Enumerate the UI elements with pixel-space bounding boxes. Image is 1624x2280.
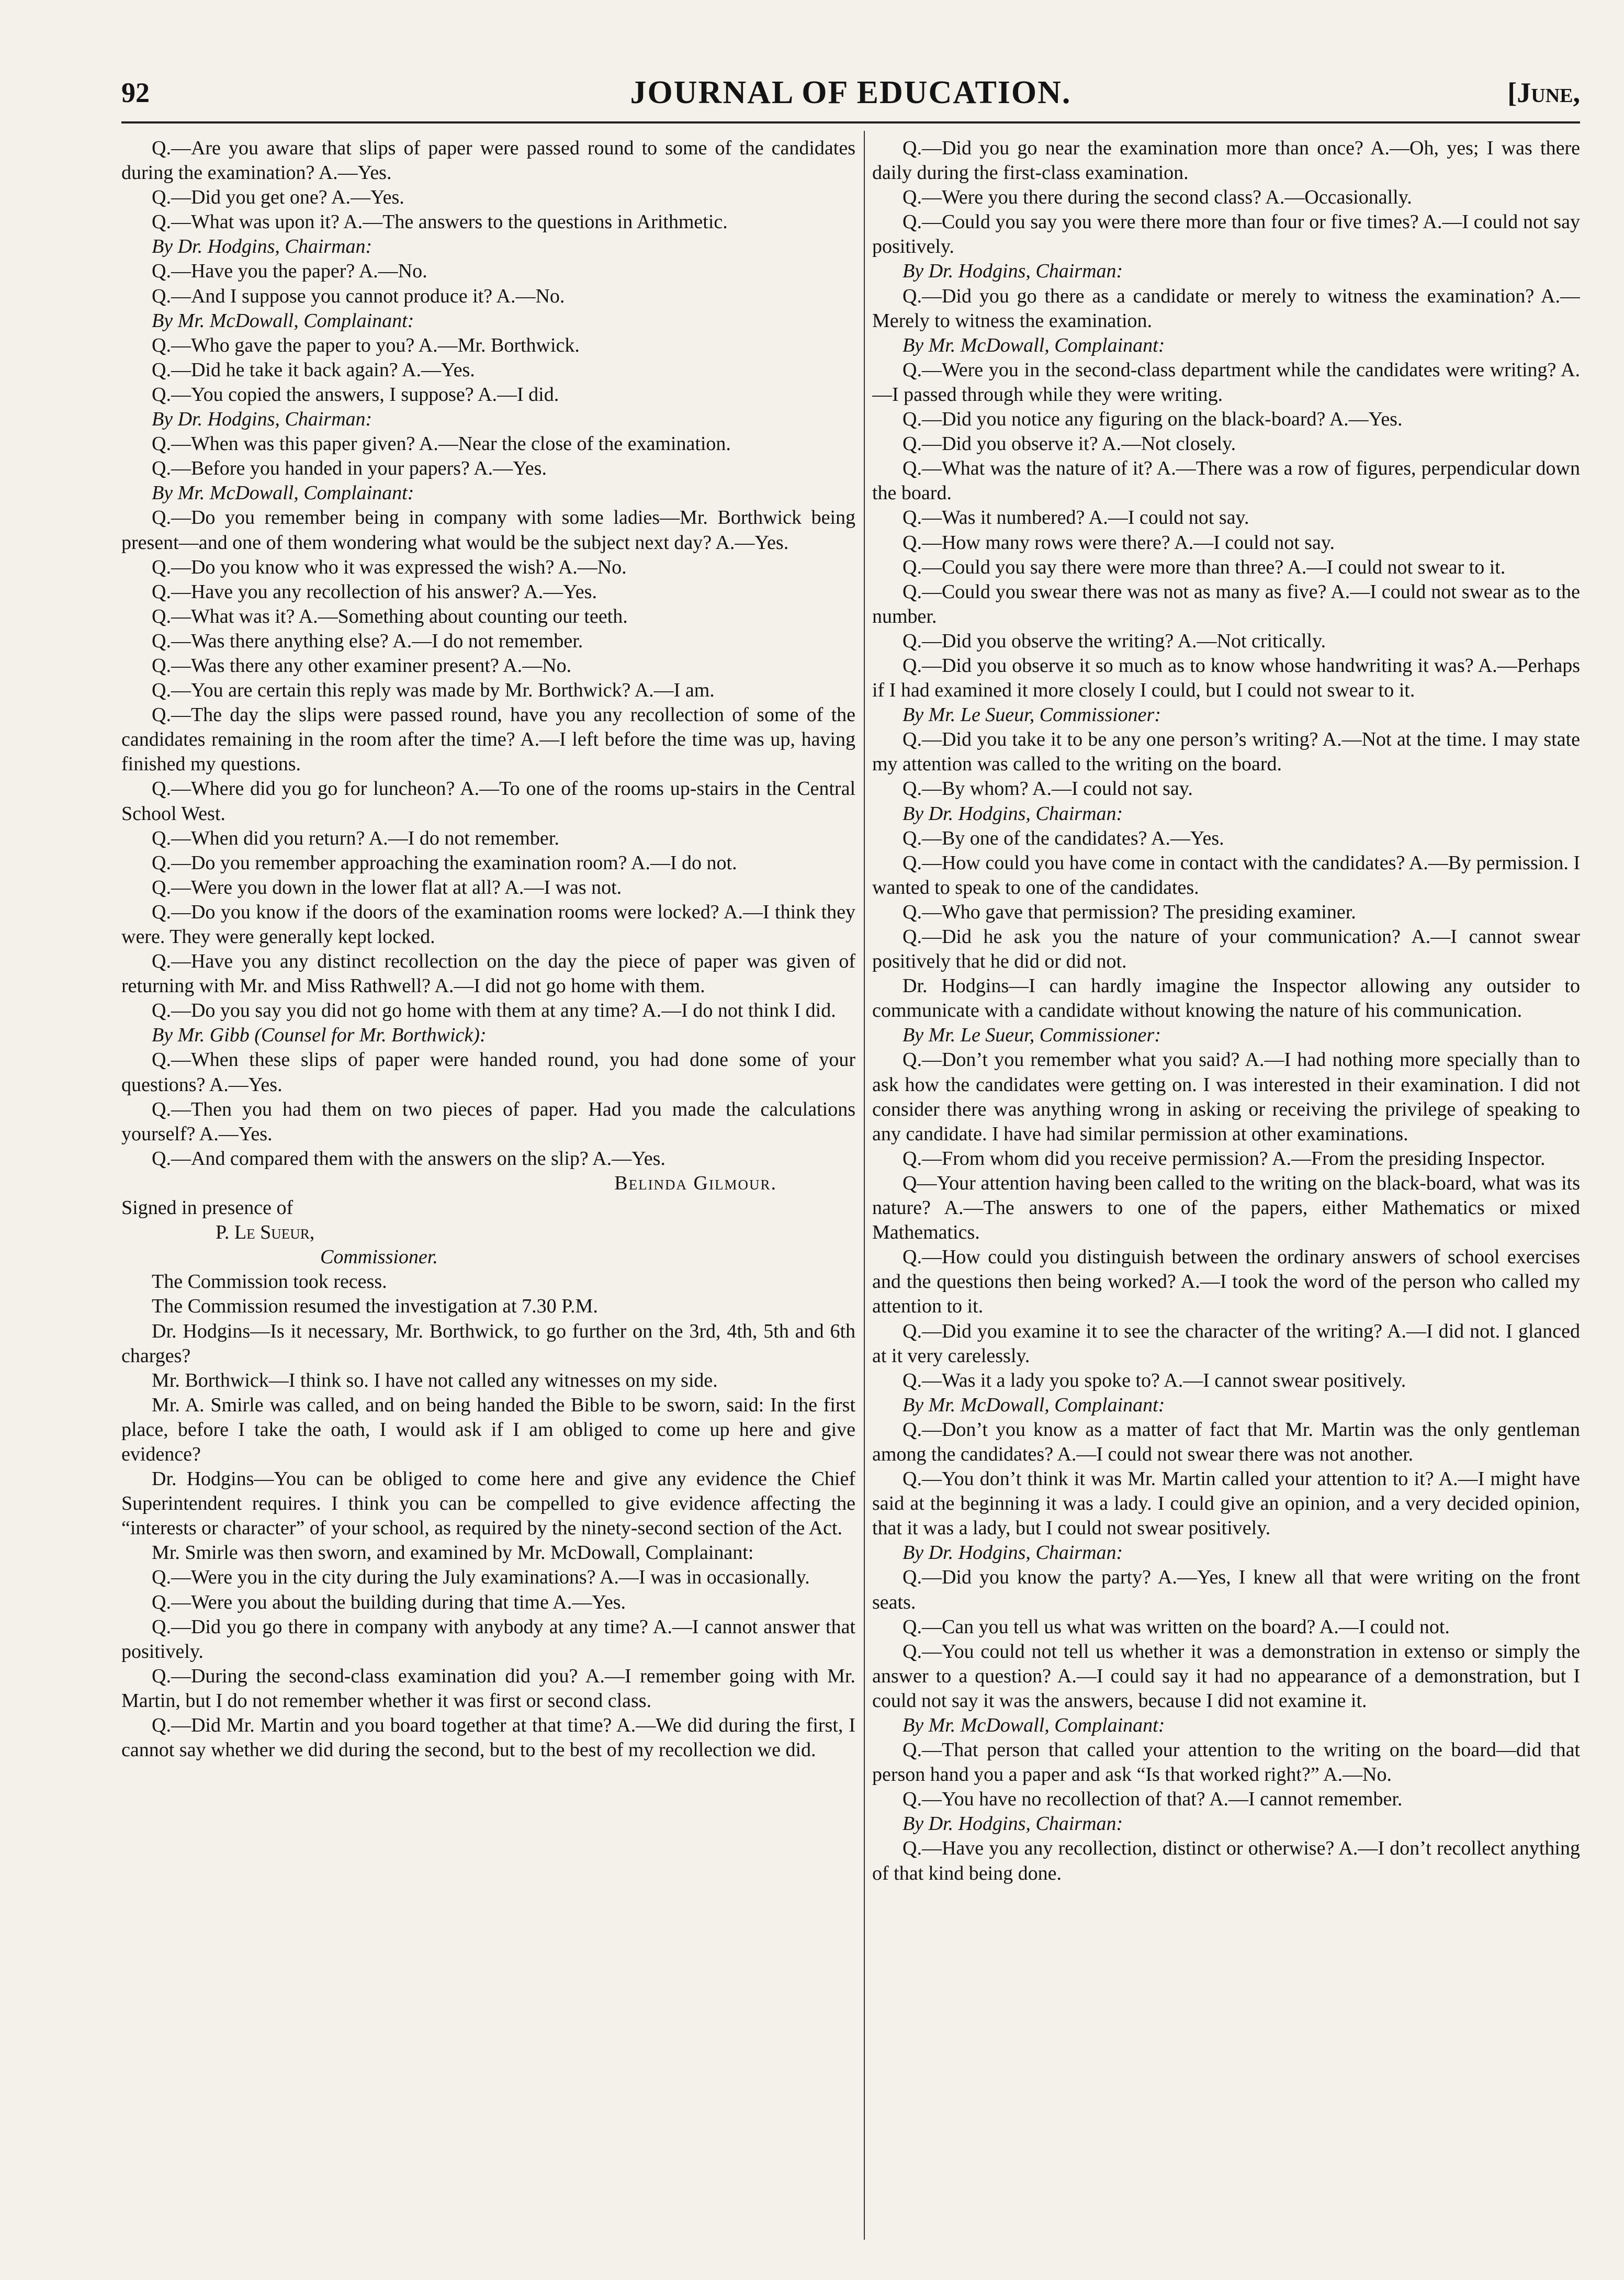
testimony-paragraph: Q.—Was it a lady you spoke to? A.—I cannot swear positively. <box>903 1369 1406 1391</box>
commissioner-name: P. Le Sueur, <box>216 1221 315 1244</box>
testimony-paragraph: Q.—Did he ask you the nature of your communication? A.—I cannot swear positively that he did or did not. <box>872 926 1580 973</box>
examiner-heading: By Mr. Le Sueur, Commissioner: <box>903 1024 1161 1047</box>
header-month: [June, <box>1507 77 1580 108</box>
testimony-paragraph: Q.—What was upon it? A.—The answers to the questions in Arithmetic. <box>152 211 728 233</box>
examiner-heading: By Mr. Gibb (Counsel for Mr. Borthwick): <box>152 1024 487 1047</box>
testimony-paragraph: Q.—Before you handed in your papers? A.—Yes. <box>152 457 547 480</box>
testimony-paragraph: Q.—Have you any recollection of his answer? A.—Yes. <box>152 580 597 603</box>
testimony-paragraph: Q.—Do you know if the doors of the examination rooms were locked? A.—I think they were. They were generally kept locked. <box>121 901 855 948</box>
column-divider <box>864 131 865 2240</box>
examiner-heading: By Dr. Hodgins, Chairman: <box>903 1542 1123 1564</box>
witness-signature: Belinda Gilmour. <box>614 1172 777 1194</box>
testimony-paragraph: Q.—Did you take it to be any one person’s writing? A.—Not at the time. I may state my attention was called to the writing on the board. <box>872 728 1580 776</box>
page-header <box>121 69 1580 119</box>
testimony-paragraph: Q.—By one of the candidates? A.—Yes. <box>903 827 1224 849</box>
testimony-paragraph: Q.—Did you observe it so much as to know whose handwriting it was? A.—Perhaps if I had examined it more closely I could, but I could not swear to it. <box>872 654 1580 702</box>
testimony-paragraph: Q.—Can you tell us what was written on the board? A.—I could not. <box>903 1615 1450 1638</box>
testimony-paragraph: The Commission resumed the investigation at 7.30 P.M. <box>152 1295 598 1318</box>
commissioner-title: Commissioner. <box>320 1246 438 1268</box>
testimony-paragraph: Q.—Did you go there in company with anybody at any time? A.—I cannot answer that positively. <box>121 1615 855 1663</box>
testimony-paragraph: Mr. Smirle was then sworn, and examined by Mr. McDowall, Complainant: <box>152 1542 754 1564</box>
testimony-paragraph: Q.—How many rows were there? A.—I could not say. <box>903 531 1335 554</box>
examiner-heading: By Mr. McDowall, Complainant: <box>903 334 1165 356</box>
testimony-paragraph: Q.—And I suppose you cannot produce it? A.—No. <box>152 285 565 307</box>
examiner-heading: By Mr. Le Sueur, Commissioner: <box>903 704 1161 726</box>
examiner-heading: By Dr. Hodgins, Chairman: <box>903 260 1123 283</box>
testimony-paragraph: Q.—From whom did you receive permission? A.—From the presiding Inspector. <box>903 1147 1546 1170</box>
testimony-paragraph: Q.—Have you any recollection, distinct or otherwise? A.—I don’t recollect anything of that kind being done. <box>872 1837 1580 1884</box>
testimony-paragraph: Q.—Did you examine it to see the character of the writing? A.—I did not. I glanced at it very carelessly. <box>872 1320 1580 1367</box>
testimony-paragraph: Q.—Were you about the building during that time A.—Yes. <box>152 1591 626 1613</box>
testimony-paragraph: Q.—You could not tell us whether it was a demonstration in extenso or simply the answer to a question? A.—I could say it had no appearance of a demonstration, but I could not say it was the answers, because I did not examine it. <box>872 1640 1580 1712</box>
examiner-heading: By Mr. McDowall, Complainant: <box>903 1394 1165 1416</box>
examiner-heading: By Dr. Hodgins, Chairman: <box>152 408 373 431</box>
testimony-paragraph: Dr. Hodgins—I can hardly imagine the Inspector allowing any outsider to communicate with a candidate without knowing the nature of his communication. <box>872 975 1580 1022</box>
testimony-paragraph: Q—Your attention having been called to the writing on the black-board, what was its nature? A.—The answers to one of the papers, either Mathematics or mixed Mathematics. <box>872 1172 1580 1244</box>
testimony-paragraph: The Commission took recess. <box>152 1271 387 1293</box>
examiner-heading: By Mr. McDowall, Complainant: <box>152 309 414 332</box>
header-rule <box>121 121 1580 123</box>
testimony-paragraph: Q.—When did you return? A.—I do not remember. <box>152 827 559 849</box>
testimony-paragraph: Q.—You are certain this reply was made by Mr. Borthwick? A.—I am. <box>152 679 715 702</box>
testimony-paragraph: Q.—Have you any distinct recollection on the day the piece of paper was given of returning with Mr. and Miss Rathwell? A.—I did not go home with them. <box>121 950 855 997</box>
examiner-heading: By Mr. McDowall, Complainant: <box>152 482 414 504</box>
examiner-heading: By Dr. Hodgins, Chairman: <box>903 802 1123 825</box>
left-column <box>121 136 855 2250</box>
testimony-paragraph: Q.—Do you say you did not go home with them at any time? A.—I do not think I did. <box>152 999 836 1022</box>
testimony-paragraph: Mr. Borthwick—I think so. I have not called any witnesses on my side. <box>152 1369 718 1391</box>
testimony-paragraph: Q.—Could you swear there was not as many as five? A.—I could not swear as to the number. <box>872 580 1580 627</box>
testimony-paragraph: Dr. Hodgins—You can be obliged to come here and give any evidence the Chief Superintendent requires. I think you can be compelled to give evidence affecting the “interests or character” of your school, as required by the ninety-second section of the Act. <box>121 1468 855 1540</box>
testimony-paragraph: Mr. A. Smirle was called, and on being handed the Bible to be sworn, said: In the first place, before I take the oath, I would ask if I am obliged to come up here and give evidence? <box>121 1394 855 1465</box>
testimony-paragraph: Q.—Did Mr. Martin and you board together at that time? A.—We did during the first, I cannot say whether we did during the second, but to the best of my recollection we did. <box>121 1714 855 1761</box>
testimony-paragraph: Q.—Have you the paper? A.—No. <box>152 260 427 283</box>
journal-title: JOURNAL OF EDUCATION. <box>630 75 1072 110</box>
testimony-paragraph: Q.—You don’t think it was Mr. Martin called your attention to it? A.—I might have said at the beginning it was a lady. I could give an opinion, and a very decided opinion, that it was a lady, but I could not swear positively. <box>872 1468 1580 1540</box>
testimony-paragraph: Q.—That person that called your attention to the writing on the board—did that person hand you a paper and ask “Is that worked right?” A.—No. <box>872 1739 1580 1786</box>
testimony-paragraph: Q.—Was there anything else? A.—I do not remember. <box>152 630 583 652</box>
testimony-paragraph: Q.—Were you there during the second class? A.—Occasionally. <box>903 186 1412 209</box>
right-column <box>872 136 1580 2250</box>
examiner-heading: By Dr. Hodgins, Chairman: <box>903 1813 1123 1835</box>
testimony-paragraph: Q.—When these slips of paper were handed round, you had done some of your questions? A.—Yes. <box>121 1049 855 1096</box>
testimony-paragraph: Q.—Did you go near the examination more than once? A.—Oh, yes; I was there daily during the first-class examination. <box>872 137 1580 184</box>
testimony-paragraph: Q.—Did you observe the writing? A.—Not critically. <box>903 630 1326 652</box>
testimony-paragraph: Q.—You have no recollection of that? A.—I cannot remember. <box>903 1788 1403 1811</box>
testimony-paragraph: Q.—Did you know the party? A.—Yes, I knew all that were writing on the front seats. <box>872 1566 1580 1613</box>
testimony-paragraph: Q.—Could you say you were there more than four or five times? A.—I could not say positively. <box>872 211 1580 258</box>
testimony-paragraph: Q.—Are you aware that slips of paper were passed round to some of the candidates during the examination? A.—Yes. <box>121 137 855 184</box>
testimony-paragraph: Q.—Do you remember approaching the examination room? A.—I do not. <box>152 851 737 874</box>
testimony-paragraph: Q.—Could you say there were more than three? A.—I could not swear to it. <box>903 556 1506 578</box>
testimony-paragraph: Q.—The day the slips were passed round, have you any recollection of some of the candidates remaining in the room after the time? A.—I left before the time was up, having finished my questions. <box>121 704 855 776</box>
testimony-paragraph: Q.—How could you have come in contact with the candidates? A.—By permission. I wanted to speak to one of the candidates. <box>872 851 1580 898</box>
testimony-paragraph: Q.—When was this paper given? A.—Near the close of the examination. <box>152 433 731 455</box>
testimony-paragraph: Dr. Hodgins—Is it necessary, Mr. Borthwick, to go further on the 3rd, 4th, 5th and 6th charges? <box>121 1320 855 1367</box>
testimony-paragraph: Q.—You copied the answers, I suppose? A.—I did. <box>152 383 559 406</box>
testimony-paragraph: Q.—And compared them with the answers on the slip? A.—Yes. <box>152 1147 666 1170</box>
testimony-paragraph: Q.—Then you had them on two pieces of paper. Had you made the calculations yourself? A.—Yes. <box>121 1098 855 1145</box>
testimony-paragraph: Q.—Were you in the second-class department while the candidates were writing? A.—I passed through while they were writing. <box>872 358 1580 406</box>
testimony-paragraph: Q.—Did you notice any figuring on the black-board? A.—Yes. <box>903 408 1403 431</box>
testimony-paragraph: Q.—Did you get one? A.—Yes. <box>152 186 404 209</box>
testimony-paragraph: Q.—Who gave that permission? The presiding examiner. <box>903 901 1356 923</box>
testimony-paragraph: Q.—By whom? A.—I could not say. <box>903 778 1193 800</box>
testimony-paragraph: Q.—What was it? A.—Something about counting our teeth. <box>152 605 628 627</box>
testimony-paragraph: Q.—What was the nature of it? A.—There was a row of figures, perpendicular down the board. <box>872 457 1580 504</box>
testimony-paragraph: Q.—Did you go there as a candidate or merely to witness the examination? A.—Merely to witness the examination. <box>872 285 1580 332</box>
examiner-heading: By Dr. Hodgins, Chairman: <box>152 235 373 258</box>
examiner-heading: By Mr. McDowall, Complainant: <box>903 1714 1165 1736</box>
testimony-paragraph: Q.—Were you down in the lower flat at all? A.—I was not. <box>152 876 622 898</box>
testimony-paragraph: Q.—Do you remember being in company with some ladies—Mr. Borthwick being present—and one of them wondering what would be the subject next day? A.—Yes. <box>121 507 855 554</box>
testimony-paragraph: Q.—Don’t you remember what you said? A.—I had nothing more specially than to ask how the candidates were getting on. I was interested in their examination. I did not consider there was anything wrong in asking or receiving the privilege of speaking to any candidate. I have had similar permission at other examinations. <box>872 1049 1580 1145</box>
testimony-paragraph: Q.—Who gave the paper to you? A.—Mr. Borthwick. <box>152 334 580 356</box>
page-number: 92 <box>121 77 150 108</box>
testimony-paragraph: Q.—During the second-class examination did you? A.—I remember going with Mr. Martin, but I do not remember whether it was first or second class. <box>121 1665 855 1712</box>
testimony-paragraph: Q.—Was there any other examiner present? A.—No. <box>152 654 572 677</box>
testimony-paragraph: Q.—Did you observe it? A.—Not closely. <box>903 433 1236 455</box>
testimony-paragraph: Q.—Don’t you know as a matter of fact that Mr. Martin was the only gentleman among the candidates? A.—I could not swear there was not another. <box>872 1418 1580 1465</box>
testimony-paragraph: Q.—Where did you go for luncheon? A.—To one of the rooms up-stairs in the Central School West. <box>121 778 855 825</box>
testimony-paragraph: Q.—How could you distinguish between the ordinary answers of school exercises and the questions then being worked? A.—I took the word of the person who called my attention to it. <box>872 1246 1580 1318</box>
signed-in-presence-line: Signed in presence of <box>121 1197 294 1219</box>
testimony-paragraph: Q.—Were you in the city during the July examinations? A.—I was in occasionally. <box>152 1566 810 1589</box>
testimony-paragraph: Q.—Was it numbered? A.—I could not say. <box>903 507 1249 529</box>
testimony-paragraph: Q.—Did he take it back again? A.—Yes. <box>152 358 475 381</box>
testimony-paragraph: Q.—Do you know who it was expressed the wish? A.—No. <box>152 556 627 578</box>
